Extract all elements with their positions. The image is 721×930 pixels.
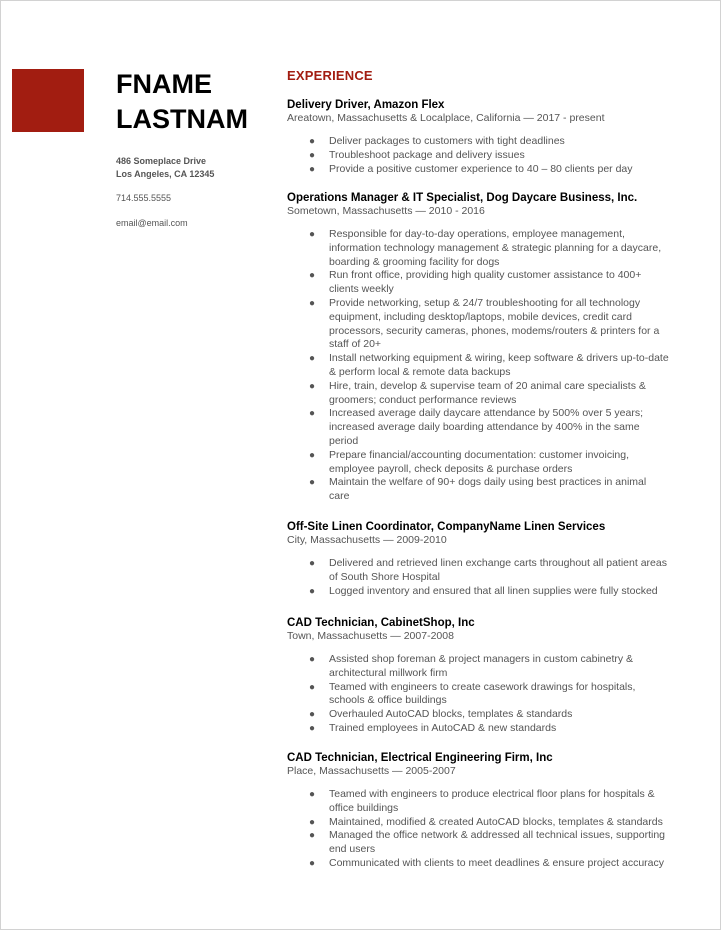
job-duties <box>287 135 707 176</box>
job-entry <box>287 520 707 598</box>
job-title: CAD Technician, CabinetShop, Inc <box>287 617 475 629</box>
bullet-icon: ● <box>309 408 316 420</box>
bullet-icon: ● <box>309 270 316 282</box>
list-item: ● Troubleshoot package and delivery issues <box>309 148 525 161</box>
bullet-icon: ● <box>309 380 316 392</box>
address-line-1: 486 Someplace Drive <box>116 156 207 166</box>
job-entry <box>287 98 707 176</box>
bullet-icon: ● <box>309 789 316 800</box>
job-location-dates: City, Massachusetts — 2009-2010 <box>287 534 447 546</box>
list-item: ● Maintained, modified & created AutoCAD blocks, templates & standards <box>309 815 663 828</box>
job-duties <box>287 788 707 871</box>
list-item: ● Maintain the welfare of 90+ dogs daily using best practices in animal care <box>309 476 647 503</box>
job-location-dates: Place, Massachusetts — 2005-2007 <box>287 765 456 777</box>
bullet-icon: ● <box>309 229 316 240</box>
list-item: ● Trained employees in AutoCAD & new standards <box>309 721 557 734</box>
list-item: ● Teamed with engineers to create casework drawings for hospitals, schools & office buildings <box>309 680 636 707</box>
job-duties <box>287 228 707 504</box>
bullet-icon: ● <box>309 149 316 161</box>
job-title: Off-Site Linen Coordinator, CompanyName Linen Services <box>287 521 606 533</box>
list-item: ● Communicated with clients to meet deadlines & ensure project accuracy <box>309 856 664 869</box>
job-duties <box>287 653 707 736</box>
bullet-icon: ● <box>309 654 316 665</box>
job-title: Operations Manager & IT Specialist, Dog Daycare Business, Inc. <box>287 192 638 204</box>
address-line-2: Los Angeles, CA 12345 <box>116 169 215 179</box>
bullet-icon: ● <box>309 297 316 309</box>
bullet-icon: ● <box>309 816 316 828</box>
job-location-dates: Areatown, Massachusetts & Localplace, California — 2017 - present <box>287 112 605 124</box>
applicant-name <box>116 67 248 137</box>
list-item: ● Overhauled AutoCAD blocks, templates & standards <box>309 708 573 721</box>
job-location-dates: Town, Massachusetts — 2007-2008 <box>287 630 454 642</box>
bullet-icon: ● <box>309 353 316 365</box>
job-title: CAD Technician, Electrical Engineering Firm, Inc <box>287 752 553 764</box>
list-item: ● Increased average daily daycare attendance by 500% over 5 years; increased average daily boarding attendance by 400% in the same period <box>309 407 644 447</box>
bullet-icon: ● <box>309 857 316 869</box>
bullet-icon: ● <box>309 830 316 842</box>
bullet-icon: ● <box>309 558 316 569</box>
list-item: ● Run front office, providing high quality customer assistance to 400+ clients weekly <box>309 269 642 296</box>
job-title: Delivery Driver, Amazon Flex <box>287 99 445 111</box>
list-item: ● Prepare financial/accounting documentation: customer invoicing, employee payroll, check deposits & purchase orders <box>309 448 630 475</box>
accent-block <box>12 69 84 132</box>
list-item: ● Responsible for day-to-day operations, employee management, information technology management & strategic planning for a daycare, boarding & grooming facility for dogs <box>309 228 662 268</box>
job-location-dates: Sometown, Massachusetts — 2010 - 2016 <box>287 205 485 217</box>
list-item: ● Install networking equipment & wiring, keep software & drivers up-to-date & perform local & remote data backups <box>309 352 669 378</box>
bullet-icon: ● <box>309 136 316 147</box>
list-item: ● Provide networking, setup & 24/7 troubleshooting for all technology equipment, including desktop/laptops, mobile devices, credit card processors, security cameras, phones, modems/routers & printers for a staff of 20+ <box>309 296 660 351</box>
experience-heading: EXPERIENCE <box>287 68 373 83</box>
bullet-icon: ● <box>309 709 316 721</box>
bullet-icon: ● <box>309 585 316 597</box>
list-item: ● Assisted shop foreman & project managers in custom cabinetry & architectural millwork firm <box>309 653 634 679</box>
list-item: ● Logged inventory and ensured that all linen supplies were fully stocked <box>309 584 658 597</box>
job-entry <box>287 751 707 871</box>
bullet-icon: ● <box>309 722 316 734</box>
bullet-icon: ● <box>309 477 316 489</box>
bullet-icon: ● <box>309 163 316 175</box>
bullet-icon: ● <box>309 449 316 461</box>
list-item: ● Delivered and retrieved linen exchange carts throughout all patient areas of South Shore Hospital <box>309 557 667 583</box>
phone-number: 714.555.5555 <box>116 193 172 203</box>
list-item: ● Managed the office network & addressed all technical issues, supporting end users <box>309 829 666 856</box>
list-item: ● Hire, train, develop & supervise team of 20 animal care specialists & groomers; conduct performance reviews <box>309 379 646 406</box>
job-duties <box>287 557 707 598</box>
list-item: ● Provide a positive customer experience to 40 – 80 clients per day <box>309 162 633 175</box>
last-name: LASTNAM <box>116 104 248 134</box>
first-name: FNAME <box>116 69 212 99</box>
address <box>116 155 214 181</box>
email-address: email@email.com <box>116 218 188 228</box>
list-item: ● Teamed with engineers to produce electrical floor plans for hospitals & office buildings <box>309 788 655 814</box>
bullet-icon: ● <box>309 681 316 693</box>
job-entry <box>287 616 707 736</box>
job-entry <box>287 191 707 504</box>
list-item: ● Deliver packages to customers with tight deadlines <box>309 135 565 147</box>
